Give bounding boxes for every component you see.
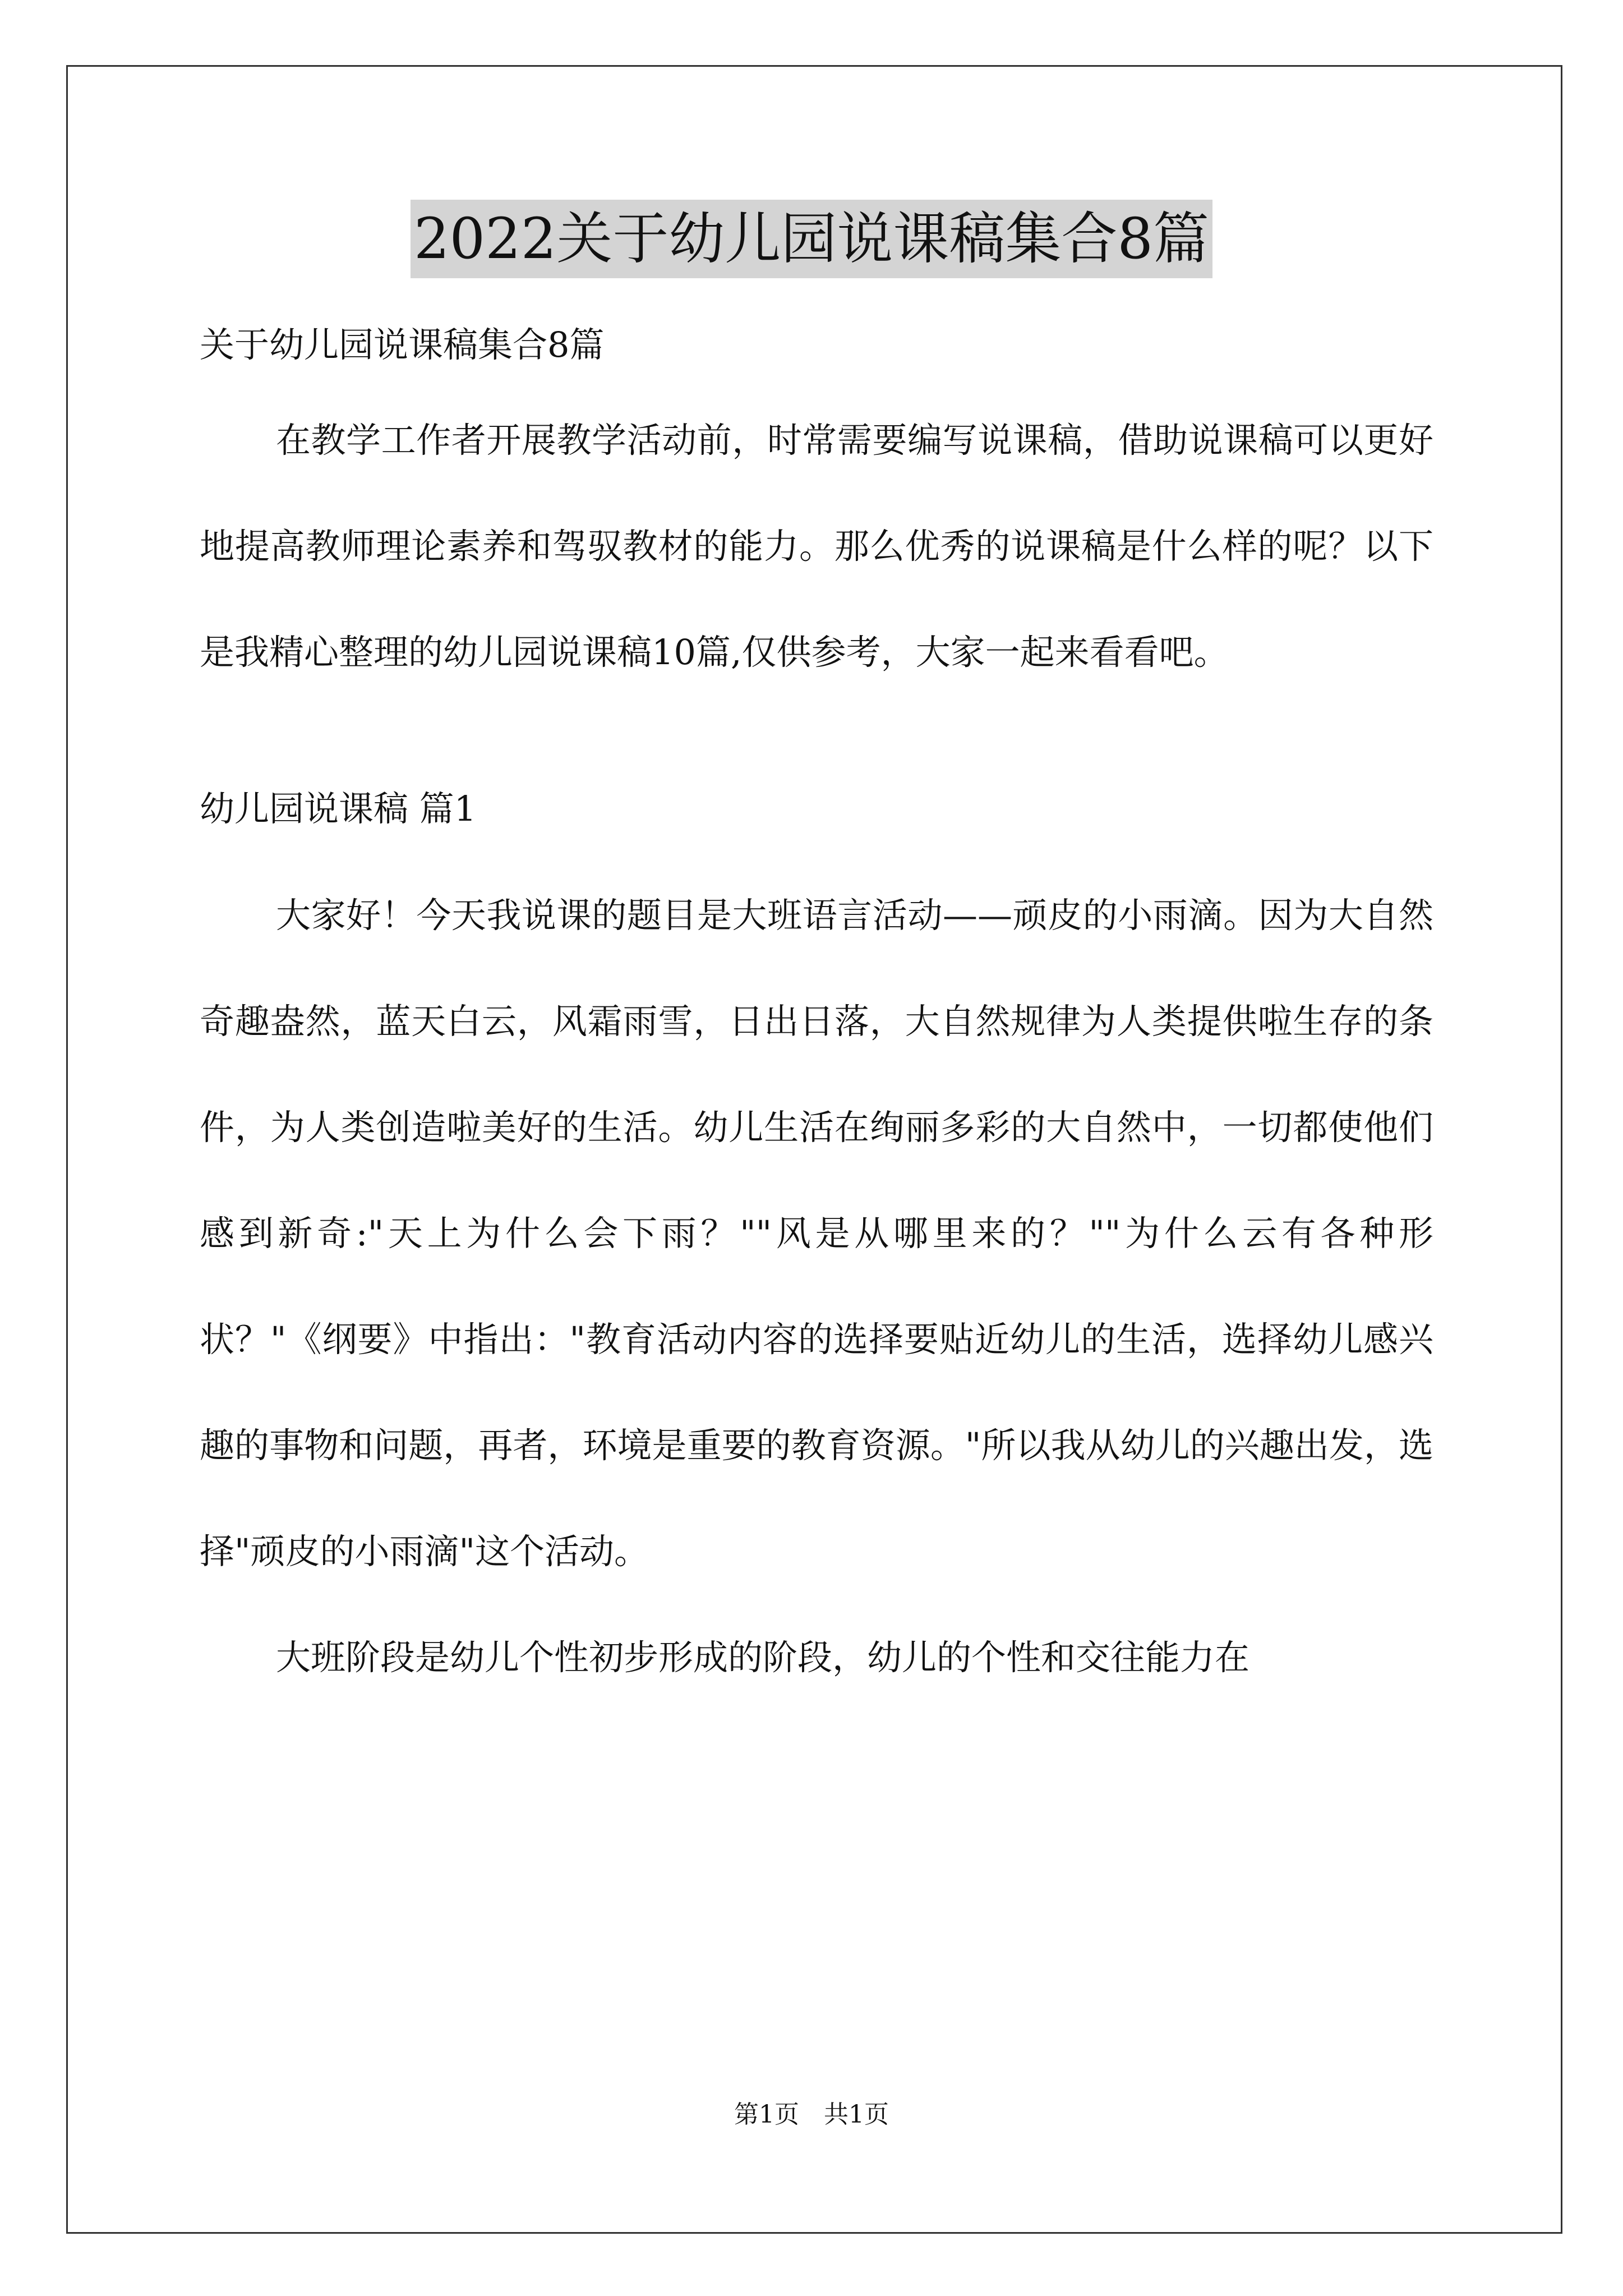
document-body — [200, 303, 1433, 1710]
section-spacer — [200, 705, 1433, 756]
title-container — [0, 200, 1623, 278]
document-title: 2022关于幼儿园说课稿集合8篇 — [411, 200, 1212, 278]
document-subtitle: 关于幼儿园说课稿集合8篇 — [200, 324, 605, 365]
page-footer: 第1页 共1页 — [734, 2100, 889, 2129]
body-paragraph: 大家好！今天我说课的题目是大班语言活动——顽皮的小雨滴。因为大自然奇趣盎然，蓝天白云，风霜雨雪，日出日落，大自然规律为人类提供啦生存的条件，为人类创造啦美好的生活。幼儿生活在绚丽多彩的大自然中，一切都使他们感到新奇:"天上为什么会下雨？""风是从哪里来的？""为什么云有各种形状？"《纲要》中指出："教育活动内容的选择要贴近幼儿的生活，选择幼儿感兴趣的事物和问题，再者，环境是重要的教育资源。"所以我从幼儿的兴趣出发，选择"顽皮的小雨滴"这个活动。 — [200, 895, 1433, 1572]
intro-paragraph: 在教学工作者开展教学活动前，时常需要编写说课稿，借助说课稿可以更好地提高教师理论素养和驾驭教材的能力。那么优秀的说课稿是什么样的呢？以下是我精心整理的幼儿园说课稿10篇,仅供参考，大家一起来看看吧。 — [200, 420, 1433, 673]
body-paragraph: 大班阶段是幼儿个性初步形成的阶段，幼儿的个性和交往能力在 — [276, 1637, 1250, 1678]
section-heading: 幼儿园说课稿 篇1 — [200, 788, 477, 829]
